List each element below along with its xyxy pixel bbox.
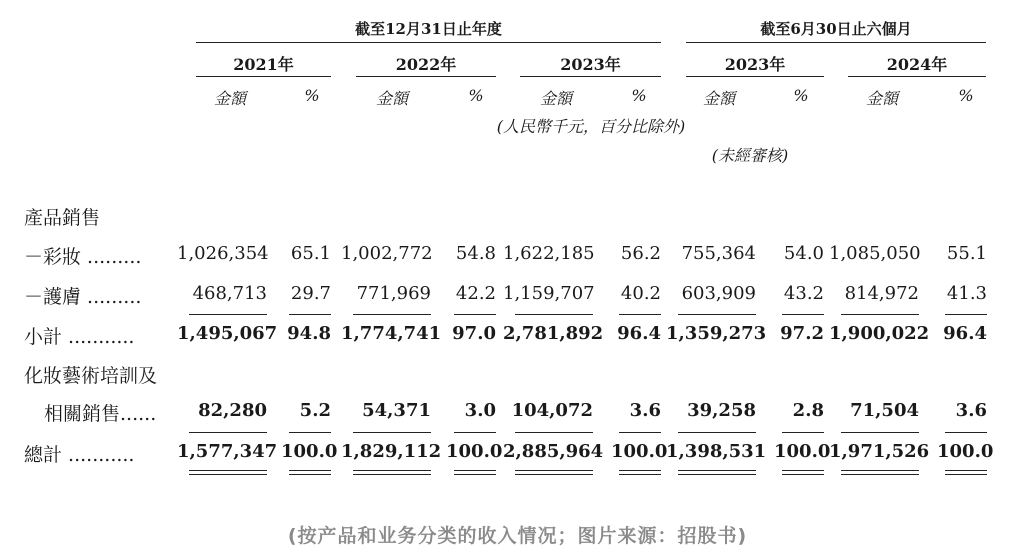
row-label: 化妝藝術培訓及 bbox=[24, 365, 158, 387]
pct-cell: 3.0 bbox=[464, 400, 496, 421]
total-double-rule bbox=[515, 470, 593, 471]
total-double-rule bbox=[841, 474, 919, 475]
year-header-2023-interim: 2023年 bbox=[724, 55, 786, 74]
total-double-rule bbox=[454, 470, 496, 471]
pct-cell: 5.2 bbox=[299, 400, 331, 421]
pct-cell: 97.0 bbox=[452, 323, 496, 344]
total-top-rule bbox=[782, 432, 824, 433]
pct-cell: 54.8 bbox=[455, 243, 496, 264]
amount-cell: 2,885,964 bbox=[503, 441, 604, 462]
pct-cell: 100.0 bbox=[611, 441, 668, 462]
amount-cell: 1,085,050 bbox=[829, 243, 921, 264]
total-double-rule bbox=[454, 474, 496, 475]
row-label: －彩妝 ......... bbox=[24, 246, 142, 268]
total-top-rule bbox=[289, 432, 331, 433]
pct-cell: 100.0 bbox=[281, 441, 338, 462]
pct-header: % bbox=[793, 86, 809, 105]
year-header-2022: 2022年 bbox=[395, 55, 457, 74]
pct-cell: 97.2 bbox=[780, 323, 824, 344]
group-header-annual: 截至12月31日止年度 bbox=[355, 20, 502, 38]
amount-cell: 1,495,067 bbox=[177, 323, 278, 344]
total-double-rule bbox=[189, 470, 267, 471]
row-label: 產品銷售 bbox=[24, 207, 101, 229]
year-rule bbox=[686, 76, 824, 77]
pct-cell: 40.2 bbox=[620, 283, 661, 304]
subtotal-rule bbox=[189, 314, 267, 315]
total-top-rule bbox=[619, 432, 661, 433]
pct-header: % bbox=[304, 86, 320, 105]
subtotal-rule bbox=[353, 314, 431, 315]
pct-cell: 29.7 bbox=[290, 283, 331, 304]
amount-cell: 71,504 bbox=[850, 400, 919, 421]
pct-cell: 56.2 bbox=[620, 243, 661, 264]
amount-cell: 468,713 bbox=[192, 283, 267, 304]
pct-cell: 41.3 bbox=[946, 283, 987, 304]
pct-cell: 43.2 bbox=[783, 283, 824, 304]
year-rule bbox=[520, 76, 661, 77]
pct-cell: 3.6 bbox=[629, 400, 661, 421]
subtotal-rule bbox=[289, 314, 331, 315]
pct-header: % bbox=[468, 86, 484, 105]
total-double-rule bbox=[619, 474, 661, 475]
subtotal-rule bbox=[515, 314, 593, 315]
amount-cell: 1,159,707 bbox=[503, 283, 595, 304]
total-double-rule bbox=[782, 474, 824, 475]
subtotal-rule bbox=[945, 314, 987, 315]
total-double-rule bbox=[678, 470, 756, 471]
subtotal-rule bbox=[841, 314, 919, 315]
total-double-rule bbox=[945, 470, 987, 471]
pct-cell: 96.4 bbox=[617, 323, 661, 344]
image-caption: (按产品和业务分类的收入情况；图片来源：招股书) bbox=[287, 525, 748, 547]
total-top-rule bbox=[189, 432, 267, 433]
amount-header: 金額 bbox=[213, 89, 246, 108]
total-double-rule bbox=[353, 470, 431, 471]
pct-header: % bbox=[958, 86, 974, 105]
row-label: 總計 ........... bbox=[24, 444, 135, 466]
group-header-interim: 截至6月30日止六個月 bbox=[760, 20, 912, 38]
row-label: 相關銷售...... bbox=[44, 403, 157, 425]
amount-cell: 1,577,347 bbox=[177, 441, 278, 462]
unit-note: (人民幣千元，百分比除外) bbox=[496, 117, 686, 136]
amount-cell: 39,258 bbox=[687, 400, 756, 421]
amount-header: 金額 bbox=[539, 89, 572, 108]
total-double-rule bbox=[515, 474, 593, 475]
row-label: 小計 ........... bbox=[24, 326, 135, 348]
amount-header: 金額 bbox=[702, 89, 735, 108]
amount-cell: 104,072 bbox=[511, 400, 593, 421]
amount-cell: 2,781,892 bbox=[503, 323, 604, 344]
pct-cell: 65.1 bbox=[290, 243, 331, 264]
amount-cell: 1,829,112 bbox=[341, 441, 442, 462]
amount-cell: 603,909 bbox=[681, 283, 756, 304]
year-rule bbox=[848, 76, 986, 77]
group-header-interim-rule bbox=[686, 42, 986, 43]
subtotal-rule bbox=[454, 314, 496, 315]
amount-cell: 1,622,185 bbox=[503, 243, 595, 264]
total-top-rule bbox=[678, 432, 756, 433]
pct-cell: 100.0 bbox=[937, 441, 994, 462]
subtotal-rule bbox=[782, 314, 824, 315]
amount-cell: 755,364 bbox=[681, 243, 756, 264]
total-double-rule bbox=[841, 470, 919, 471]
total-double-rule bbox=[189, 474, 267, 475]
year-rule bbox=[356, 76, 496, 77]
amount-cell: 1,359,273 bbox=[666, 323, 767, 344]
total-double-rule bbox=[289, 470, 331, 471]
amount-cell: 54,371 bbox=[362, 400, 431, 421]
pct-cell: 3.6 bbox=[955, 400, 987, 421]
total-double-rule bbox=[678, 474, 756, 475]
subtotal-rule bbox=[678, 314, 756, 315]
amount-cell: 771,969 bbox=[356, 283, 431, 304]
row-label: －護膚 ......... bbox=[24, 286, 142, 308]
pct-cell: 100.0 bbox=[446, 441, 503, 462]
total-double-rule bbox=[619, 470, 661, 471]
pct-cell: 94.8 bbox=[287, 323, 331, 344]
subtotal-rule bbox=[619, 314, 661, 315]
amount-header: 金額 bbox=[865, 89, 898, 108]
year-rule bbox=[196, 76, 331, 77]
unaudited-note: (未經審核) bbox=[711, 146, 789, 165]
pct-cell: 96.4 bbox=[943, 323, 987, 344]
amount-cell: 1,398,531 bbox=[666, 441, 767, 462]
year-header-2024-interim: 2024年 bbox=[886, 55, 948, 74]
pct-cell: 2.8 bbox=[792, 400, 824, 421]
year-header-2021: 2021年 bbox=[233, 55, 294, 74]
total-top-rule bbox=[841, 432, 919, 433]
amount-cell: 1,971,526 bbox=[829, 441, 930, 462]
pct-cell: 55.1 bbox=[946, 243, 987, 264]
total-top-rule bbox=[353, 432, 431, 433]
amount-cell: 82,280 bbox=[198, 400, 267, 421]
amount-cell: 1,026,354 bbox=[177, 243, 269, 264]
amount-cell: 1,002,772 bbox=[341, 243, 433, 264]
total-double-rule bbox=[353, 474, 431, 475]
total-double-rule bbox=[289, 474, 331, 475]
total-double-rule bbox=[945, 474, 987, 475]
amount-cell: 814,972 bbox=[844, 283, 919, 304]
group-header-annual-rule bbox=[196, 42, 661, 43]
amount-cell: 1,900,022 bbox=[829, 323, 930, 344]
total-top-rule bbox=[945, 432, 987, 433]
amount-cell: 1,774,741 bbox=[341, 323, 442, 344]
pct-header: % bbox=[631, 86, 647, 105]
pct-cell: 54.0 bbox=[783, 243, 824, 264]
year-header-2023: 2023年 bbox=[560, 55, 621, 74]
pct-cell: 100.0 bbox=[774, 441, 831, 462]
amount-header: 金額 bbox=[375, 89, 408, 108]
total-top-rule bbox=[515, 432, 593, 433]
total-top-rule bbox=[454, 432, 496, 433]
total-double-rule bbox=[782, 470, 824, 471]
pct-cell: 42.2 bbox=[455, 283, 496, 304]
